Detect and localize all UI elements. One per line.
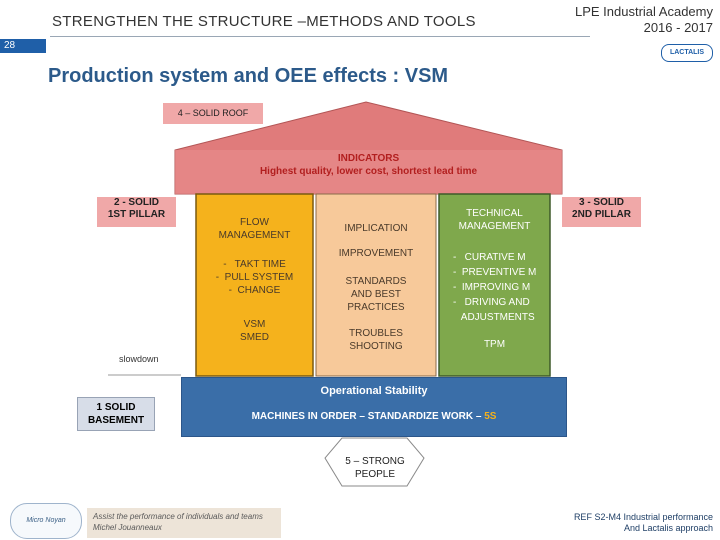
- tpm-label: TPM: [483, 339, 506, 350]
- indicators-title: INDICATORS: [337, 153, 400, 164]
- footer-left-line1: Assist the performance of individuals and teams: [93, 512, 263, 521]
- footer-left-box: [87, 508, 281, 538]
- academy-line1: LPE Industrial Academy: [574, 4, 713, 19]
- academy-line2: 2016 - 2017: [643, 20, 713, 35]
- operational-stability-bar: [181, 377, 567, 437]
- footer-right-line1: REF S2-M4 Industrial performance: [573, 512, 713, 522]
- standards-label: STANDARDS AND BEST PRACTICES: [345, 276, 407, 313]
- main-title: Production system and OEE effects : VSM: [48, 65, 449, 87]
- footer-right: [513, 512, 713, 534]
- strong-people-label: 5 – STRONG PEOPLE: [345, 456, 405, 480]
- footer-left-line2: Michel Jouanneaux: [93, 523, 162, 532]
- roof-label: 4 – SOLID ROOF: [163, 103, 263, 124]
- flow-management-tools: VSM SMED: [240, 319, 269, 343]
- machines-text: [182, 411, 566, 422]
- basement-label: 1 SOLID BASEMENT: [77, 397, 155, 431]
- flow-management-title: FLOW MANAGEMENT: [218, 217, 291, 241]
- improvement-label: IMPROVEMENT: [338, 248, 414, 259]
- slide-header-title: STRENGTHEN THE STRUCTURE –METHODS AND TOOLS: [52, 13, 476, 30]
- lactalis-logo: LACTALIS: [661, 44, 713, 62]
- troubles-shooting-label: TROUBLES SHOOTING: [349, 328, 403, 352]
- machines-text-5s: 5S: [484, 411, 497, 422]
- indicators-text: Highest quality, lower cost, shortest lead time: [259, 166, 478, 177]
- slowdown-label: slowdown: [119, 354, 159, 364]
- implication-label: IMPLICATION: [344, 223, 408, 234]
- operational-stability-label: Operational Stability: [320, 385, 428, 397]
- pillar2-label: 3 - SOLID 2ND PILLAR: [562, 197, 641, 227]
- pillar1-label: 2 - SOLID 1ST PILLAR: [97, 197, 176, 227]
- slide-number: 28: [0, 39, 46, 53]
- technical-management-title: TECHNICAL MANAGEMENT: [458, 208, 531, 232]
- flow-management-items: - TAKT TIME - PULL SYSTEM - CHANGE: [215, 259, 294, 296]
- footer-right-line2: And Lactalis approach: [623, 523, 713, 533]
- technical-management-items: - CURATIVE M - PREVENTIVE M - IMPROVING M - DRIVING AND ADJUSTMENTS: [453, 252, 537, 323]
- micro-noyan-logo: Micro Noyan: [10, 503, 82, 539]
- machines-text-main: MACHINES IN ORDER – STANDARDIZE WORK –: [251, 411, 485, 422]
